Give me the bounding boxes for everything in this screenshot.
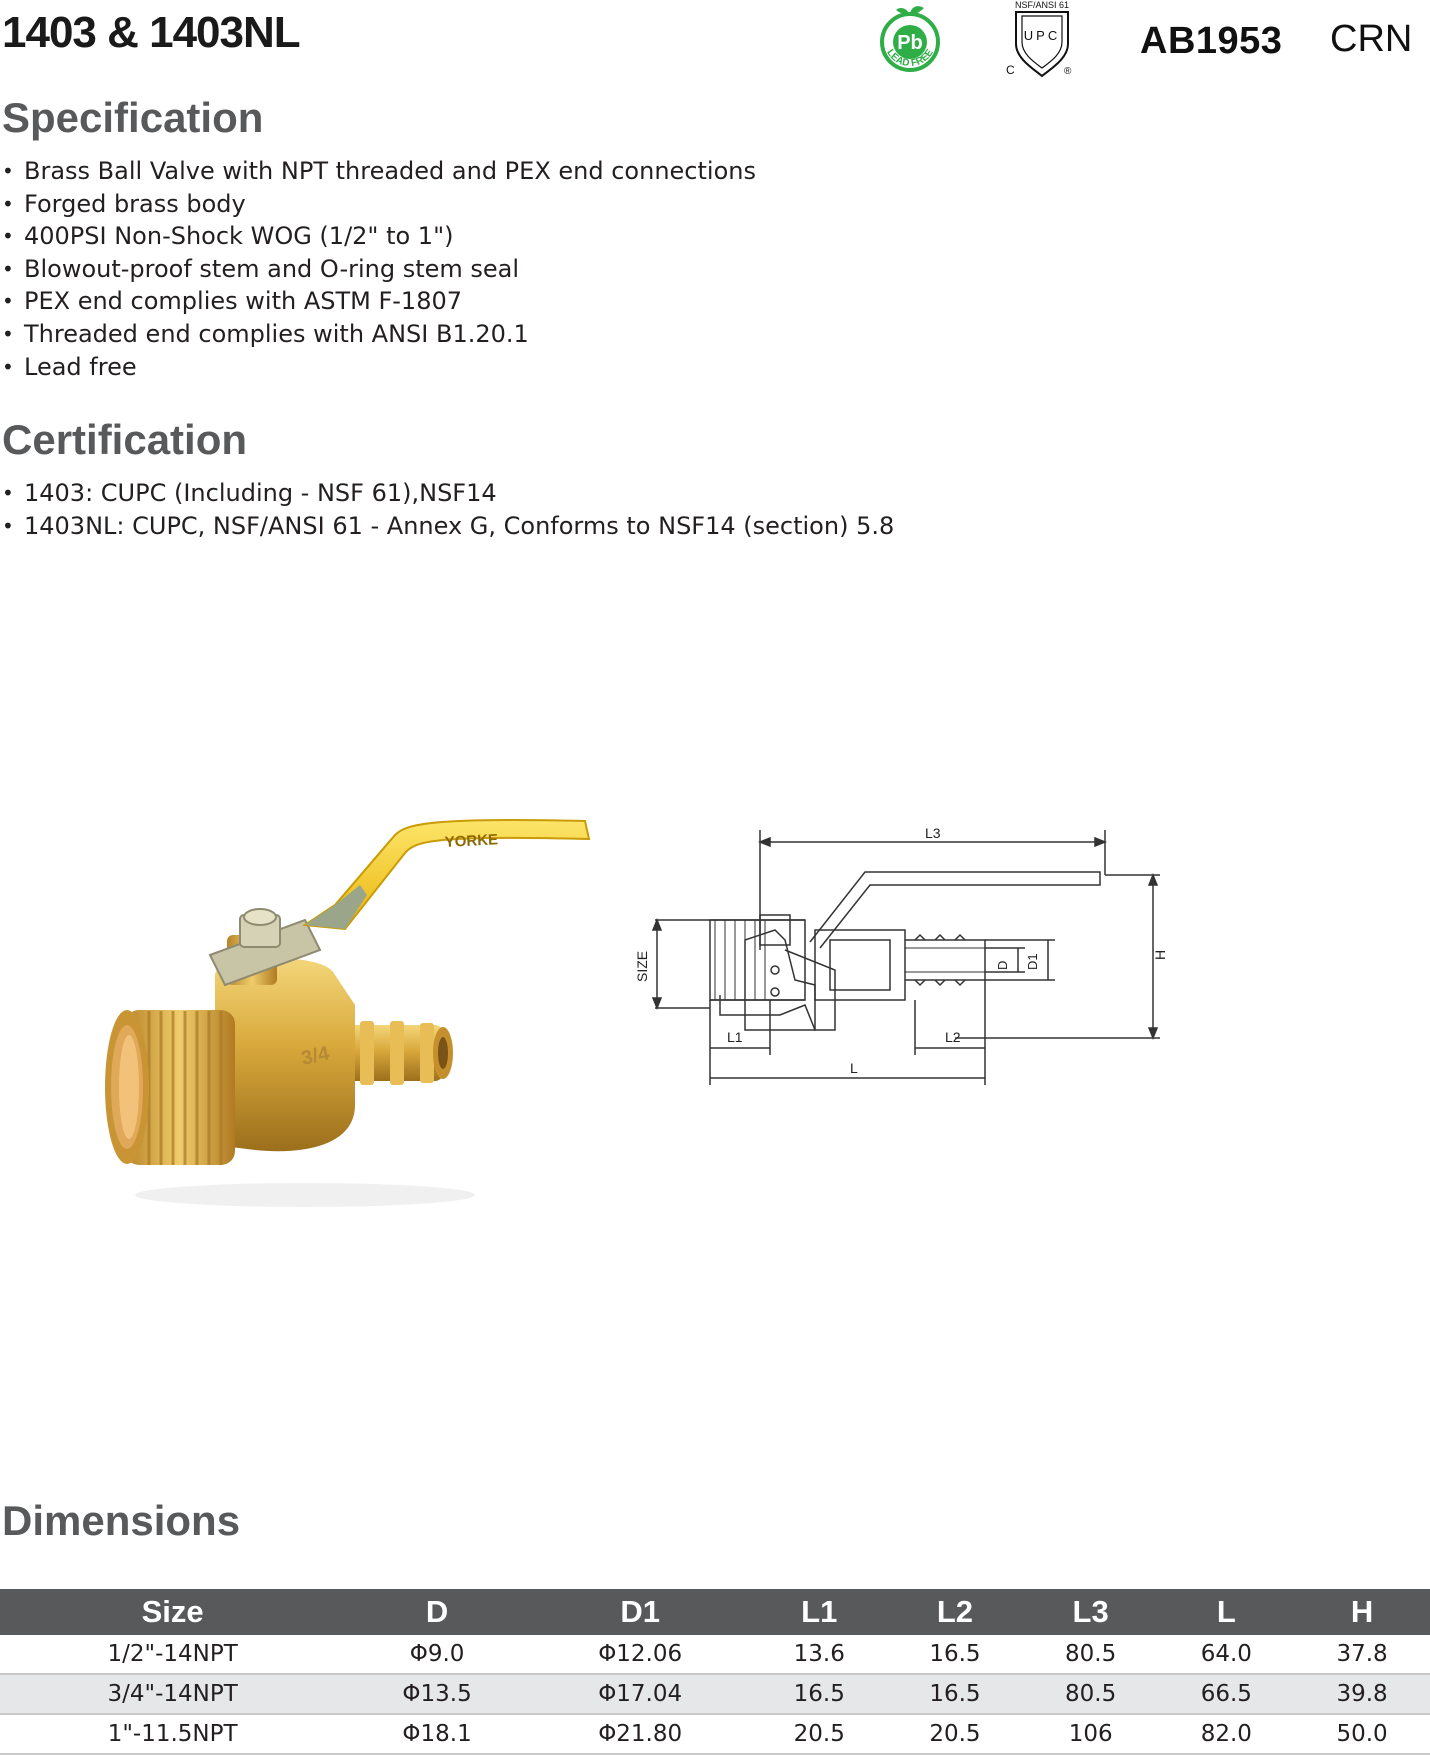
list-item: • Lead free [0,351,756,384]
table-cell: 1"-11.5NPT [0,1714,345,1754]
table-cell: Φ9.0 [345,1635,529,1674]
table-cell: 50.0 [1294,1714,1430,1754]
table-cell: 3/4"-14NPT [0,1674,345,1714]
column-header: L3 [1023,1589,1159,1635]
dimensions-heading: Dimensions [2,1497,241,1544]
product-photo [105,825,675,1215]
table-cell: 80.5 [1023,1635,1159,1674]
list-item: • Forged brass body [0,188,756,221]
table-cell: Φ18.1 [345,1714,529,1754]
column-header: L1 [751,1589,887,1635]
threaded-end [105,1010,235,1165]
table-row [0,1674,1430,1714]
ab1953-logo: AB1953 [1140,20,1283,62]
certification-heading: Certification [2,416,248,463]
table-cell: 20.5 [751,1714,887,1754]
list-item: • Brass Ball Valve with NPT threaded and PEX end connections [0,155,756,188]
pex-end [343,1021,453,1085]
dimension-drawing [634,825,1430,1230]
certification-list [0,477,894,542]
list-item: • Blowout-proof stem and O-ring stem seal [0,253,756,286]
list-item: • PEX end complies with ASTM F-1807 [0,285,756,318]
list-item: • 1403NL: CUPC, NSF/ANSI 61 - Annex G, Conforms to NSF14 (section) 5.8 [0,510,894,543]
lead-free-text: LEAD FREE [884,47,936,70]
table-cell: Φ12.06 [529,1635,751,1674]
label-d1: D1 [1025,953,1040,970]
label-h: H [1152,949,1168,960]
table-cell: 64.0 [1159,1635,1295,1674]
label-l: L [850,1060,858,1076]
specification-heading: Specification [2,94,264,141]
table-cell: 16.5 [887,1635,1023,1674]
label-l3: L3 [925,825,941,841]
upc-c-text: C [1006,63,1015,77]
table-row [0,1714,1430,1754]
table-cell: 20.5 [887,1714,1023,1754]
table-cell: 82.0 [1159,1714,1295,1754]
column-header: D1 [529,1589,751,1635]
upc-nsf-logo [1000,0,1080,80]
table-cell: 39.8 [1294,1674,1430,1714]
column-header: H [1294,1589,1430,1635]
list-item: • 400PSI Non-Shock WOG (1/2" to 1") [0,220,756,253]
table-cell: 106 [1023,1714,1159,1754]
certification-logos [860,0,1430,90]
dimensions-table [0,1589,1430,1755]
column-header: D [345,1589,529,1635]
table-cell: 13.6 [751,1635,887,1674]
table-cell: 16.5 [751,1674,887,1714]
table-header-row [0,1589,1430,1635]
pb-symbol: Pb [897,32,923,54]
body-marking: 3/4 [299,1042,332,1070]
label-l1: L1 [727,1029,743,1045]
table-cell: 16.5 [887,1674,1023,1714]
label-d: D [995,960,1010,970]
lever-handle [305,820,589,929]
table-cell: Φ21.80 [529,1714,751,1754]
label-l2: L2 [945,1029,961,1045]
crn-logo: CRN [1330,18,1413,60]
column-header: L2 [887,1589,1023,1635]
table-cell: 66.5 [1159,1674,1295,1714]
table-cell: 1/2"-14NPT [0,1635,345,1674]
page-title: 1403 & 1403NL [2,8,300,57]
table-cell: Φ17.04 [529,1674,751,1714]
table-cell: 80.5 [1023,1674,1159,1714]
list-item: • 1403: CUPC (Including - NSF 61),NSF14 [0,477,894,510]
table-cell: Φ13.5 [345,1674,529,1714]
handle-brand: YORKE [444,831,499,851]
table-row [0,1635,1430,1674]
label-size: SIZE [634,950,650,982]
specification-list [0,155,756,383]
upc-text: UPC [1023,28,1061,43]
column-header: Size [0,1589,345,1635]
nsf-text: NSF/ANSI 61 [1014,0,1070,10]
column-header: L [1159,1589,1295,1635]
table-cell: 37.8 [1294,1635,1430,1674]
list-item: • Threaded end complies with ANSI B1.20.1 [0,318,756,351]
lead-free-logo [870,0,950,80]
upc-r-text: ® [1064,66,1072,77]
